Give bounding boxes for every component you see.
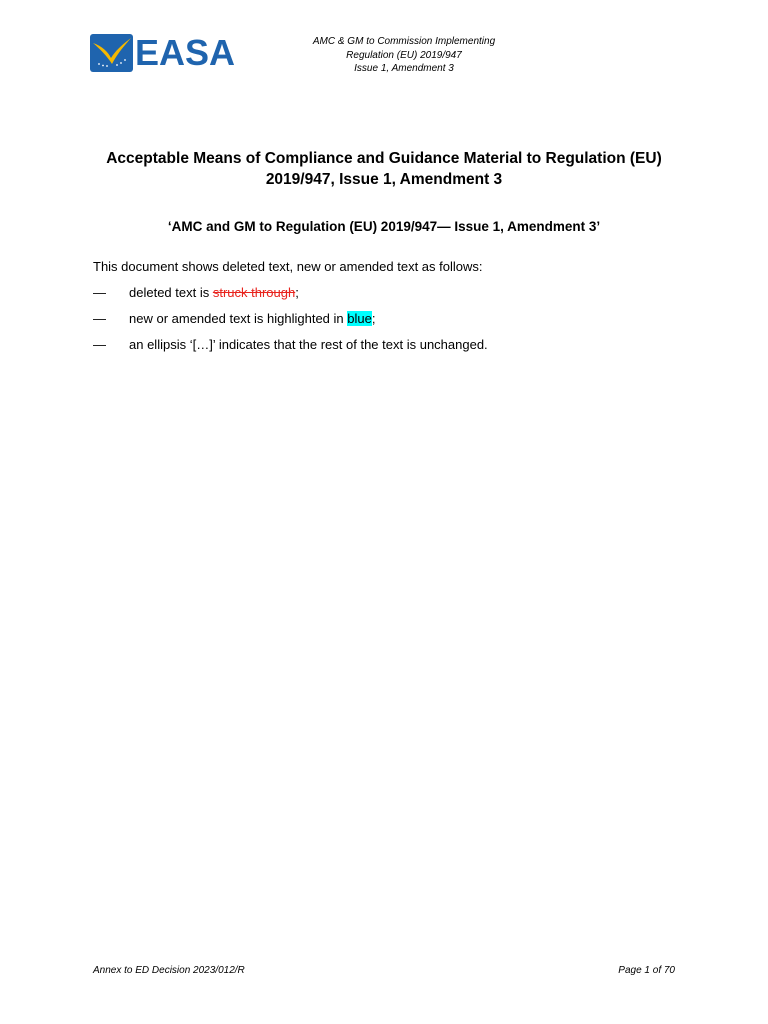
logo-text: EASA <box>135 32 236 73</box>
easa-logo <box>90 34 235 72</box>
intro-paragraph: This document shows deleted text, new or amended text as follows: <box>93 259 483 274</box>
footer-page-number: Page 1 of 70 <box>618 965 675 976</box>
footer-annex: Annex to ED Decision 2023/012/R <box>93 965 245 976</box>
document-title <box>80 148 688 190</box>
header-line-2: Regulation (EU) 2019/947 <box>346 49 462 61</box>
list-item-text: new or amended text is highlighted in <box>129 311 348 326</box>
list-item-punct: ; <box>371 311 376 326</box>
easa-logo-mark-icon <box>90 34 133 72</box>
list-dash: — <box>93 285 106 300</box>
list-item-text: an ellipsis ‘[…]’ indicates that the rest of the text is unchanged. <box>129 337 488 352</box>
highlighted-sample: blue <box>347 311 372 326</box>
list-item-amended <box>93 310 375 327</box>
list-dash: — <box>93 337 106 352</box>
list-item-punct: ; <box>295 285 299 300</box>
header-line-3: Issue 1, Amendment 3 <box>354 63 454 74</box>
list-item-deleted <box>93 284 299 301</box>
struck-through-sample: struck through <box>212 285 296 300</box>
document-title-line-2: 2019/947, Issue 1, Amendment 3 <box>265 171 503 188</box>
header-line-1: AMC & GM to Commission Implementing <box>312 36 496 47</box>
list-item-ellipsis <box>93 336 488 353</box>
header-reference <box>290 35 518 76</box>
document-subtitle: ‘AMC and GM to Regulation (EU) 2019/947— Issue 1, Amendment 3’ <box>167 219 601 234</box>
document-title-line-1: Acceptable Means of Compliance and Guidance Material to Regulation (EU) <box>106 150 662 167</box>
list-dash: — <box>93 311 106 326</box>
list-item-text: deleted text is <box>129 285 213 300</box>
